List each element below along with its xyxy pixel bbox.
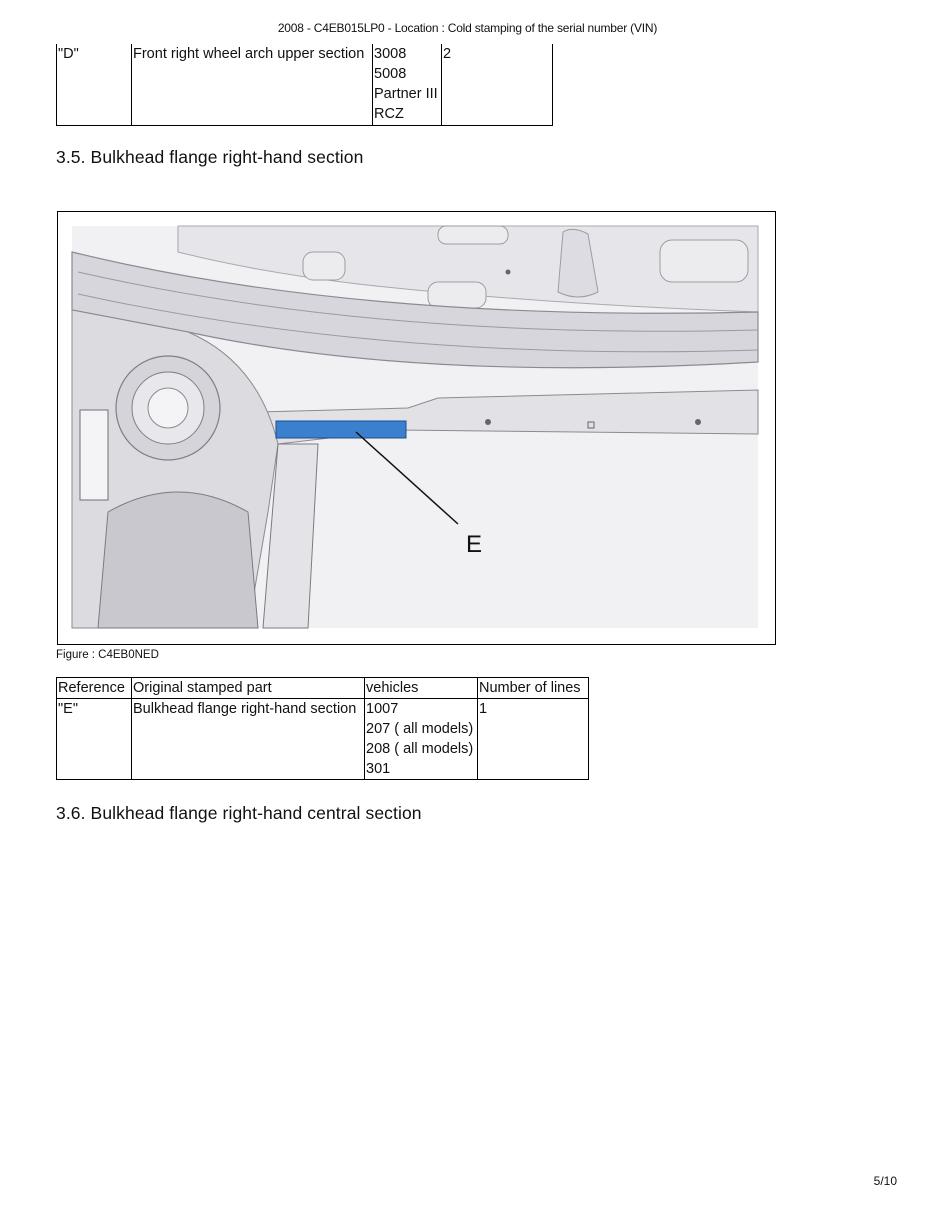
hole — [506, 270, 511, 275]
table-e — [56, 677, 589, 780]
vehicle-item: 3008 — [374, 46, 407, 62]
page-number: 5/10 — [873, 1174, 897, 1188]
header-vehicles: vehicles — [365, 678, 478, 699]
strut-mount-hole — [148, 388, 188, 428]
cell-reference: "E" — [57, 699, 132, 780]
panel-stamping — [660, 240, 748, 282]
vehicle-item: RCZ — [374, 106, 404, 122]
figure-illustration — [57, 211, 776, 645]
callout-label-e: E — [466, 531, 483, 558]
section-heading-3-5: 3.5. Bulkhead flange right-hand section — [56, 147, 364, 167]
hole — [485, 419, 491, 425]
cell-vehicles — [373, 44, 442, 126]
cell-part: Front right wheel arch upper section — [132, 44, 373, 126]
section-heading-3-6: 3.6. Bulkhead flange right-hand central section — [56, 803, 422, 823]
cell-reference: "D" — [57, 44, 132, 126]
header-reference: Reference — [57, 678, 132, 699]
vehicle-item: 301 — [366, 761, 391, 777]
vehicle-item: 207 ( all models) — [366, 721, 474, 737]
header-original-part: Original stamped part — [132, 678, 365, 699]
cell-vehicles — [365, 699, 478, 780]
cell-part: Bulkhead flange right-hand section — [132, 699, 365, 780]
table-d — [56, 44, 553, 126]
vehicle-item: 5008 — [374, 66, 407, 82]
panel-stamping — [303, 252, 345, 280]
table-row — [57, 44, 553, 126]
panel-stamping — [438, 226, 508, 244]
table-header-row — [57, 678, 589, 699]
header-number-of-lines: Number of lines — [478, 678, 589, 699]
cell-lines: 1 — [478, 699, 589, 780]
figure-caption: Figure : C4EB0NED — [56, 649, 159, 661]
cell-lines: 2 — [442, 44, 553, 126]
hole — [695, 419, 701, 425]
stamping-zone-e — [276, 421, 406, 438]
panel-stamping — [428, 282, 486, 308]
vehicle-item: Partner III — [374, 86, 438, 102]
wheel-arch-lower — [98, 492, 258, 628]
vehicle-item: 1007 — [366, 701, 399, 717]
vehicle-item: 208 ( all models) — [366, 741, 474, 757]
left-bracket — [80, 410, 108, 500]
table-row — [57, 699, 589, 780]
bulkhead-drawing — [58, 212, 775, 644]
page-header: 2008 - C4EB015LP0 - Location : Cold stamping of the serial number (VIN) — [277, 21, 658, 35]
